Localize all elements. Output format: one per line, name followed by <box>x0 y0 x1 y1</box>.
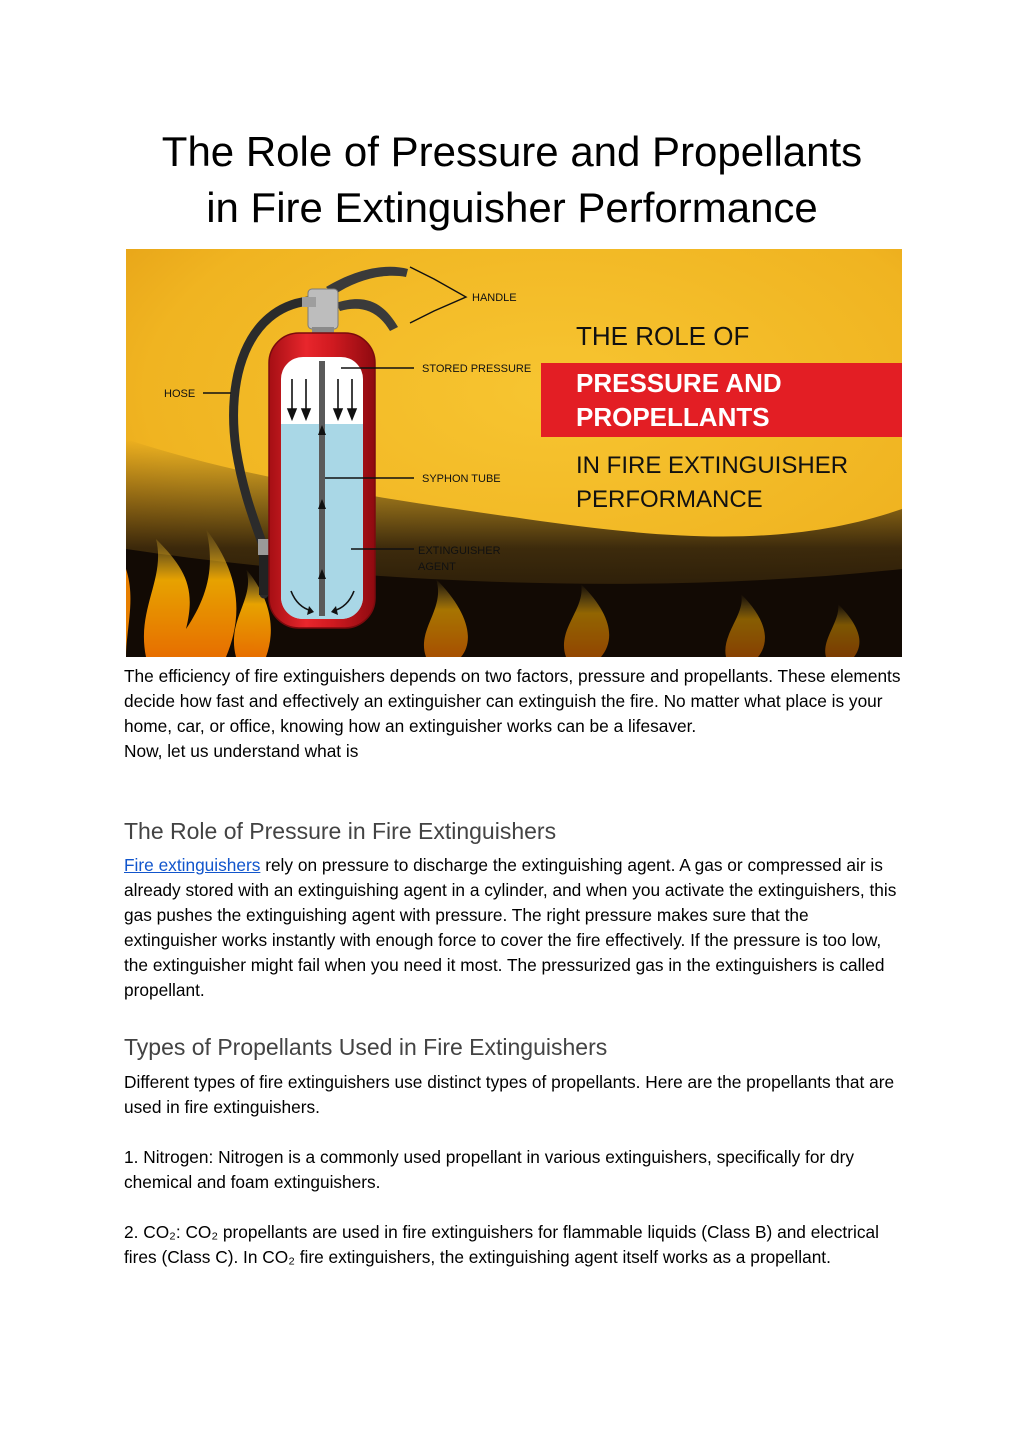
hero-image <box>126 249 902 657</box>
label-hose: HOSE <box>164 388 196 400</box>
label-agent-line1: EXTINGUISHER <box>418 545 501 557</box>
section-heading-pressure: The Role of Pressure in Fire Extinguishers <box>124 818 557 844</box>
intro-paragraph <box>124 664 904 764</box>
intro-text: The efficiency of fire extinguishers depends on two factors, pressure and propellants. These elements decide how fast and effectively an extinguisher can extinguish the fire. No matter what place is your home, car, or office, knowing how an extinguisher works can be a lifesaver. <box>124 666 901 736</box>
title-line-1: The Role of Pressure and Propellants <box>161 128 863 175</box>
hose-nozzle <box>258 539 270 555</box>
banner-line-3: IN FIRE EXTINGUISHER <box>576 452 849 479</box>
intro-followup: Now, let us understand what is <box>124 741 359 761</box>
valve-body <box>308 289 338 329</box>
label-syphon-tube: SYPHON TUBE <box>422 473 501 485</box>
page-title <box>100 124 924 236</box>
label-stored-pressure: STORED PRESSURE <box>422 363 532 375</box>
banner-line-4: PERFORMANCE <box>576 486 763 513</box>
title-line-2: in Fire Extinguisher Performance <box>206 184 818 231</box>
section-heading-propellants: Types of Propellants Used in Fire Extinguishers <box>124 1034 608 1060</box>
label-handle: HANDLE <box>472 292 517 304</box>
banner-red-line-2: PROPELLANTS <box>576 402 770 432</box>
pressure-body: rely on pressure to discharge the extinguishing agent. A gas or compressed air is already stored with an extinguishing agent in a cylinder, and when you activate the extinguishers, this gas pushes the extinguishing agent with pressure. The right pressure makes sure that the extinguisher works instantly with enough force to cover the fire effectively. If the pressure is too low, the extinguisher might fail when you need it most. The pressurized gas in the extinguishers is called propellant. <box>124 855 897 1000</box>
pressure-paragraph <box>124 853 904 1003</box>
banner-red-line-1: PRESSURE AND <box>576 368 782 398</box>
propellant-item-nitrogen: 1. Nitrogen: Nitrogen is a commonly used propellant in various extinguishers, specifically for dry chemical and foam extinguishers. <box>124 1147 854 1192</box>
propellant-item-co2: 2. CO₂: CO₂ propellants are used in fire extinguishers for flammable liquids (Class B) and electrical fires (Class C). In CO₂ fire extinguishers, the extinguishing agent itself works as a propellant. <box>124 1222 879 1267</box>
fire-extinguishers-link[interactable]: Fire extinguishers <box>124 855 261 875</box>
propellants-intro: Different types of fire extinguishers use distinct types of propellants. Here are the propellants that are used in fire extinguishers. <box>124 1072 895 1117</box>
banner-line-1: THE ROLE OF <box>576 321 750 351</box>
label-agent-line2: AGENT <box>418 561 456 573</box>
